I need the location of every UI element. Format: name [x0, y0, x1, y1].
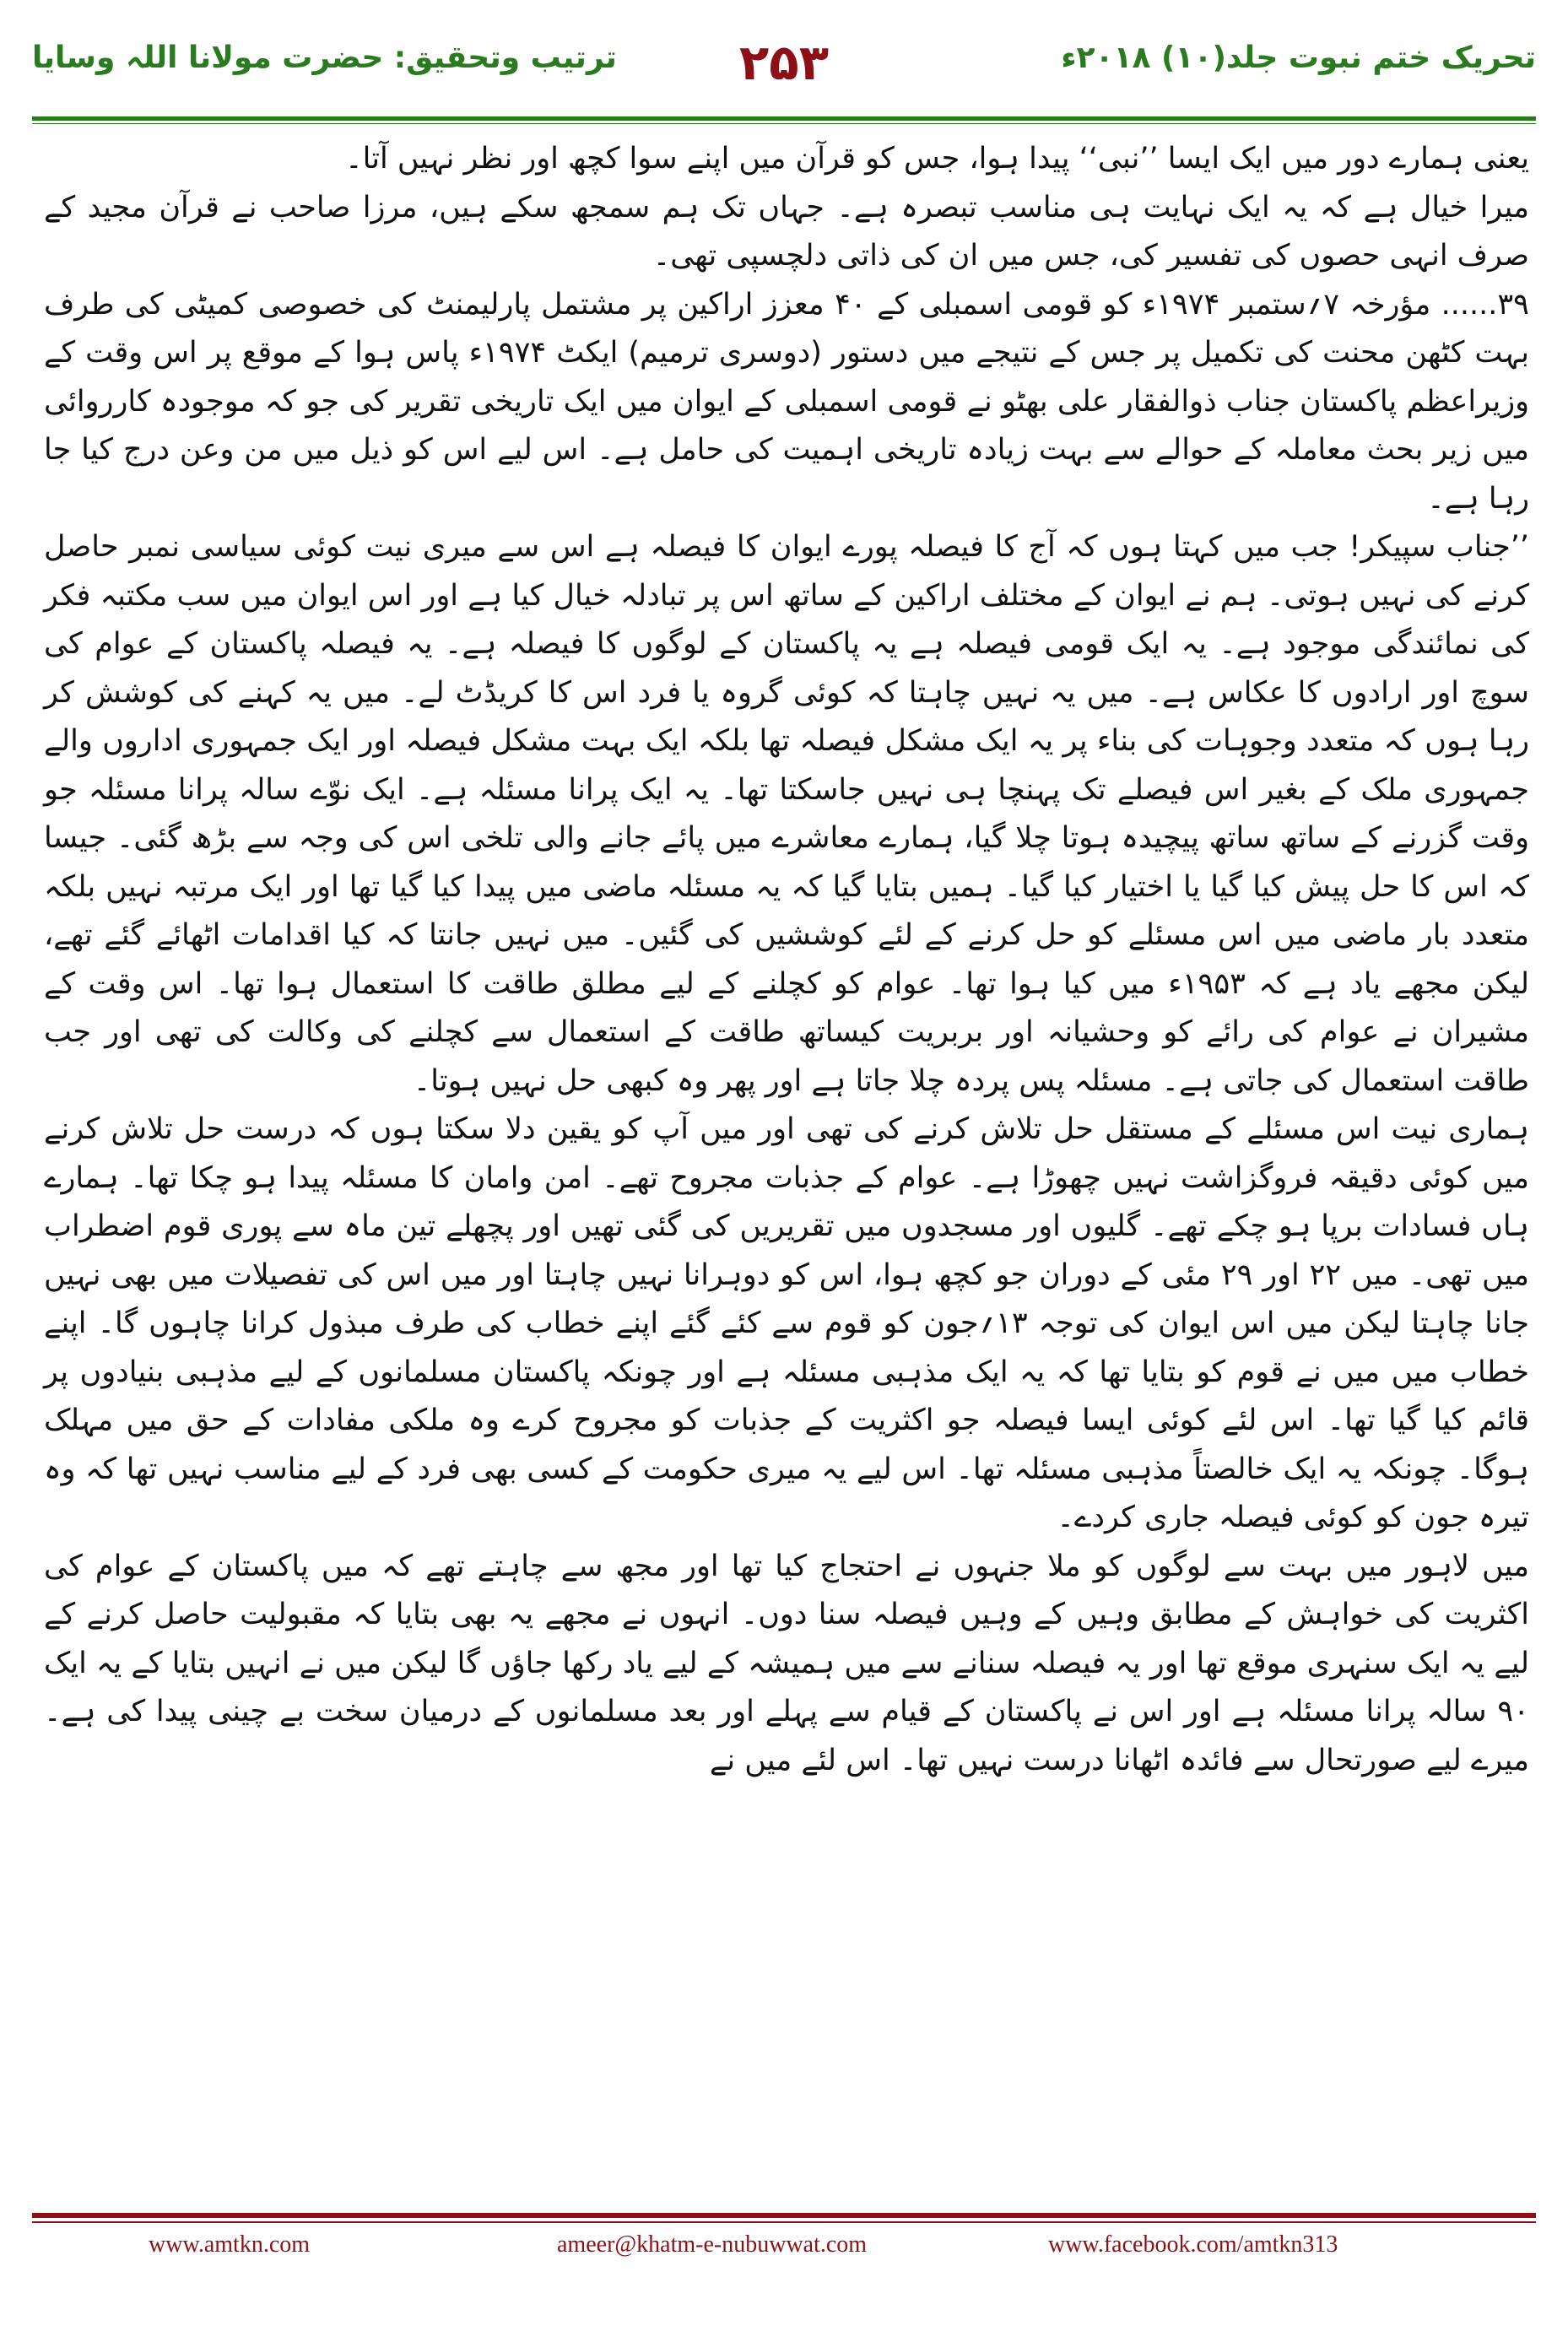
paragraph-5: ہماری نیت اس مسئلے کے مستقل حل تلاش کرنے کی تھی اور میں آپ کو یقین دلا سکتا ہوں کہ درست حل تلاش کرنے میں کوئی دقیقہ فروگزاشت نہیں چھوڑا ہے۔ عوام کے جذبات مجروح تھے۔ امن وامان کا مسئلہ پیدا ہو چکا تھا۔ ہمارے ہاں فسادات برپا ہو چکے تھے۔ گلیوں اور مسجدوں میں تقریریں کی گئی تھیں اور پچھلے تین ماہ سے پوری قوم اضطراب میں تھی۔ میں ۲۲ اور ۲۹ مئی کے دوران جو کچھ ہوا، اس کو دوہرانا نہیں چاہتا اور میں اس کی تفصیلات میں بھی نہیں جانا چاہتا لیکن میں اس ایوان کی توجہ ۱۳؍جون کو قوم سے کئے گئے اپنے خطاب کی طرف مبذول کرانا چاہوں گا۔ اپنے خطاب میں میں نے قوم کو بتایا تھا کہ یہ ایک مذہبی مسئلہ ہے اور چونکہ پاکستان مسلمانوں کے لیے مذہبی بنیادوں پر قائم کیا گیا تھا۔ اس لئے کوئی ایسا فیصلہ جو اکثریت کے جذبات کو مجروح کرے وہ ملکی مفادات کے حق میں مہلک ہوگا۔ چونکہ یہ ایک خالصتاً مذہبی مسئلہ تھا۔ اس لیے یہ میری حکومت کے کسی بھی فرد کے لیے مناسب نہیں تھا کہ وہ تیرہ جون کو کوئی فیصلہ جاری کردے۔ [44, 1112, 1530, 1534]
paragraph-4: ’’جناب سپیکر! جب میں کہتا ہوں کہ آج کا فیصلہ پورے ایوان کا فیصلہ ہے اس سے میری نیت کوئی سیاسی نمبر حاصل کرنے کی نہیں ہوتی۔ ہم نے ایوان کے مختلف اراکین کے ساتھ اس پر تبادلہ خیال کیا ہے اور اس ایوان میں سب مکتبہ فکر کی نمائندگی موجود ہے۔ یہ ایک قومی فیصلہ ہے یہ پاکستان کے لوگوں کا فیصلہ ہے۔ یہ فیصلہ پاکستان کے عوام کی سوچ اور ارادوں کا عکاس ہے۔ میں یہ نہیں چاہتا کہ کوئی گروہ یا فرد اس کا کریڈٹ لے۔ میں یہ کہنے کی کوشش کر رہا ہوں کہ متعدد وجوہات کی بناء پر یہ ایک مشکل فیصلہ تھا بلکہ ایک بہت مشکل فیصلہ اور ایک جمہوری اداروں والے جمہوری ملک کے بغیر اس فیصلے تک پہنچا ہی نہیں جاسکتا تھا۔ یہ ایک پرانا مسئلہ ہے۔ ایک نوّے سالہ پرانا مسئلہ جو وقت گزرنے کے ساتھ ساتھ پیچیدہ ہوتا چلا گیا، ہمارے معاشرے میں پائے جانے والی تلخی اس کی وجہ سے بڑھ گئی۔ جیسا کہ اس کا حل پیش کیا گیا یا اختیار کیا گیا۔ ہمیں بتایا گیا کہ یہ مسئلہ ماضی میں پیدا کیا گیا تھا اور ایک مرتبہ نہیں بلکہ متعدد بار ماضی میں اس مسئلے کو حل کرنے کے لئے کوششیں کی گئیں۔ میں نہیں جانتا کہ کیا اقدامات اٹھائے گئے تھے، لیکن مجھے یاد ہے کہ ۱۹۵۳ء میں کیا ہوا تھا۔ عوام کو کچلنے کے لیے مطلق طاقت کا استعمال ہوا تھا۔ اس وقت کے مشیران نے عوام کی رائے کو وحشیانہ اور بربریت کیساتھ طاقت کے استعمال سے کچلنے کی وکالت کی تھی اور جب طاقت استعمال کی جاتی ہے۔ مسئلہ پس پردہ چلا جاتا ہے اور پھر وہ کبھی حل نہیں ہوتا۔ [44, 530, 1529, 1098]
footer-facebook-link[interactable]: www.facebook.com/amtkn313 [1048, 2231, 1338, 2258]
paragraph-6: میں لاہور میں بہت سے لوگوں کو ملا جنہوں نے احتجاج کیا تھا اور مجھ سے چاہتے تھے کہ میں پاکستان کے عوام کی اکثریت کی خواہش کے مطابق وہیں کے وہیں فیصلہ سنا دوں۔ انہوں نے مجھے یہ بھی بتایا کہ مقبولیت حاصل کرنے کے لیے یہ ایک سنہری موقع تھا اور یہ فیصلہ سنانے سے میں ہمیشہ کے لیے یاد رکھا جاؤں گا لیکن میں نے انہیں بتایا کے یہ ایک ۹۰ سالہ پرانا مسئلہ ہے اور اس نے پاکستان کے قیام سے پہلے اور بعد مسلمانوں کے درمیان سخت بے چینی پیدا کی ہے۔ میرے لیے صورتحال سے فائدہ اٹھانا درست نہیں تھا۔ اس لئے میں نے [44, 1549, 1529, 1777]
header-rule-thin [32, 123, 1536, 124]
footer-rule [32, 2213, 1536, 2218]
paragraph-3: ۳۹...... مؤرخہ ۷؍ستمبر ۱۹۷۴ء کو قومی اسمبلی کے ۴۰ معزز اراکین پر مشتمل پارلیمنٹ کی خصوصی کمیٹی کی طرف بہت کٹھن محنت کی تکمیل پر جس کے نتیجے میں دستور (دوسری ترمیم) ایکٹ ۱۹۷۴ء پاس ہوا کے موقع پر اس وقت کے وزیراعظم پاکستان جناب ذوالفقار علی بھٹو نے قومی اسمبلی کے ایوان میں ایک تاریخی تقریر کی جو کہ موجودہ کارروائی میں زیر بحث معاملہ کے حوالے سے بہت زیادہ تاریخی اہمیت کی حامل ہے۔ اس لیے اس کو ذیل میں من وعن درج کیا جا رہا ہے۔ [44, 287, 1529, 516]
running-header [32, 34, 1536, 118]
page-body [44, 135, 1529, 2203]
paragraph-2: میرا خیال ہے کہ یہ ایک نہایت ہی مناسب تبصرہ ہے۔ جہاں تک ہم سمجھ سکے ہیں، مرزا صاحب نے قرآن مجید کے صرف انہی حصوں کی تفسیر کی، جس میں ان کی ذاتی دلچسپی تھی۔ [44, 190, 1529, 273]
footer-rule-thin [32, 2221, 1536, 2223]
header-compiler: ترتیب وتحقیق: حضرت مولانا اللہ وسایا [32, 41, 617, 75]
header-rule [32, 116, 1536, 121]
footer-email-link[interactable]: ameer@khatm-e-nubuwwat.com [557, 2231, 868, 2258]
header-book-title: تحریک ختم نبوت جلد(۱۰) ۲۰۱۸ء [1061, 41, 1536, 75]
page-number: ۲۵۳ [738, 34, 830, 91]
paragraph-1: یعنی ہمارے دور میں ایک ایسا ’’نبی‘‘ پیدا ہوا، جس کو قرآن میں اپنے سوا کچھ اور نظر نہیں آتا۔ [345, 142, 1529, 176]
footer-website-link[interactable]: www.amtkn.com [149, 2231, 311, 2258]
